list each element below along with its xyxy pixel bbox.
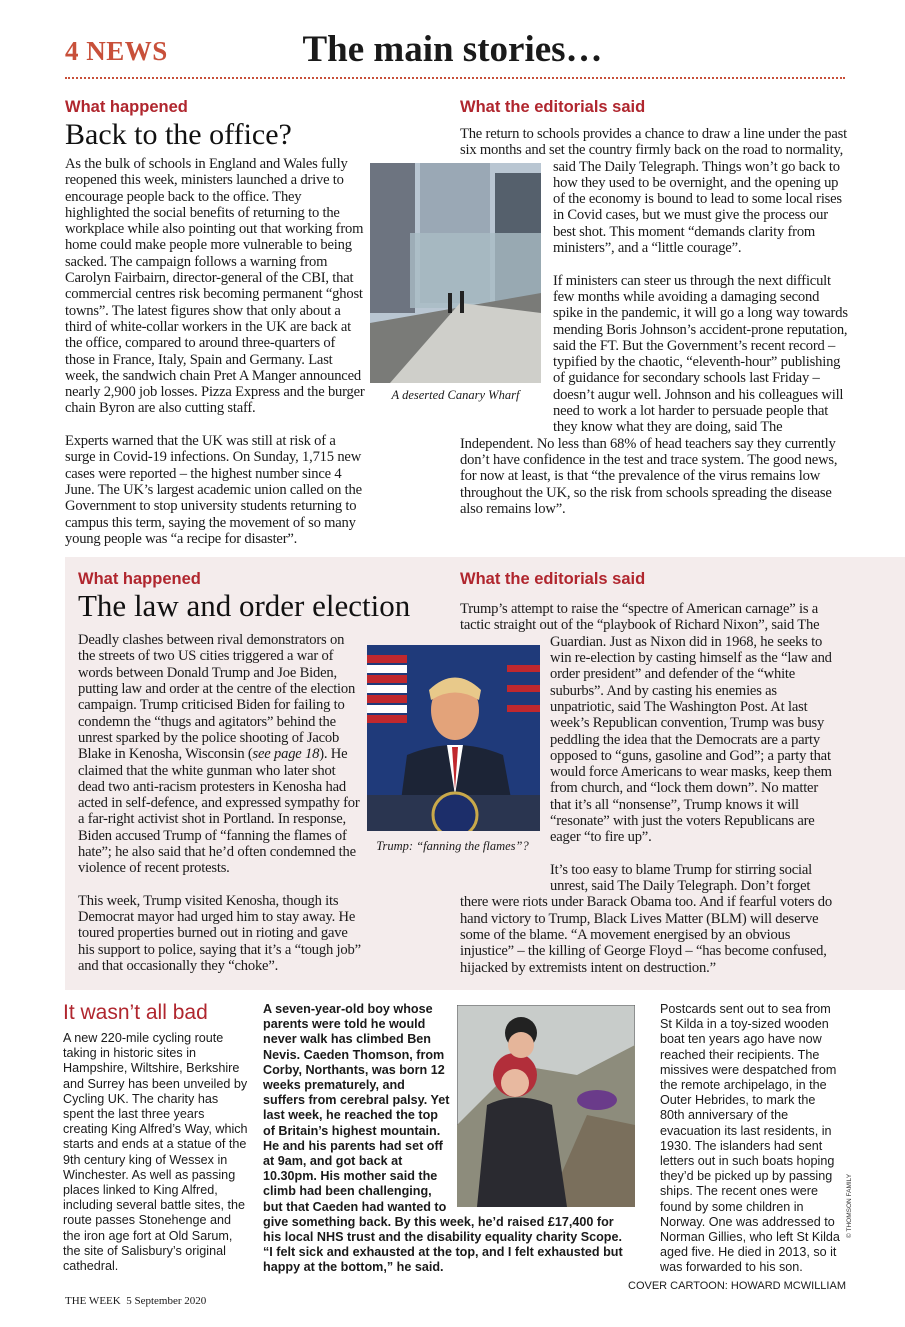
story1 (0, 95, 905, 547)
page-content (0, 95, 905, 1327)
paragraph: Trump’s attempt to raise the “spectre of American carnage” is a tactic straight out of the “playbook of Richard Nixon”, said The Guardian. Just as Nixon did in 1968, he seeks to win re-election by casting himself as the “law and order president” and defender of the “white suburbs”. And by casting his enemies as unpatriotic, said The Washington Post. At last week’s Republican convention, Trump was busy peddling the idea that the Democrats are a party opposed to “guns, gasoline and God”; a party that would force Americans to wear masks, keep them from church, and “lock them down”. No matter that it’s all “nonsense”, Trump knows it will “resonate” with just the voters Republicans are eager “to fire up”. (460, 601, 832, 846)
story2-left-column (78, 570, 411, 975)
story1-left-column (65, 95, 365, 547)
photo-credit: © THOMSON FAMILY (846, 1173, 853, 1238)
publication-name: THE WEEK (65, 1294, 121, 1307)
page-footer (0, 1280, 905, 1327)
paragraph (78, 632, 363, 876)
good-news-item-ben-nevis (263, 1000, 635, 1276)
header-divider (65, 77, 845, 79)
story2-kicker-right: What the editorials said (460, 570, 646, 589)
story2-left-text (78, 632, 363, 974)
story1-kicker-left: What happened (65, 98, 188, 116)
paragraph: The return to schools provides a chance to draw a line under the past six months and set the country firmly back on the road to normality, said The Daily Telegraph. Things won’t go back to how they used to be overnight, and the opening up of the economy is bound to lead to some local rises in Covid cases, but we must give the process our best shot. This moment “demands clarity from ministers”, and a “little courage”. (460, 126, 847, 257)
text-run: ). He claimed that the white gunman who later shot dead two anti-racism protesters in Kenosha had acted in self-defence, and expressed sympathy for a far-right activist shot in Portland. In response, Biden accused Trump of “fanning the flames of hate”; he also said that he’d often condemned the violence of recent protests. (78, 746, 360, 877)
canary-wharf-photo (370, 163, 541, 383)
paragraph: This week, Trump visited Kenosha, though its Democrat mayor had urged him to stay away. He toured properties burned out in rioting and gave his support to police, saying that it’s a “tough job” and that occasionally they “choke”. (78, 892, 361, 975)
good-news-column-1 (63, 1000, 248, 1274)
page-number: 4 (65, 36, 79, 66)
text-run: A seven-year-old boy whose parents were told he would never walk has climbed Ben Nevis. Caeden Thomson, from Corby, Northants, was born 12 weeks prematurely, and suffers from cerebral palsy. Yet last week, he reached the top of Britain’s highest mountain. He and his parents had set off at 9am, and got back at 10.30pm. His mother said the climb had been challenging, but that Caeden had wanted to give something back. By this week, he’d raised £17,400 for his local NHS trust and the disability equality charity Scope. “I felt sick and exhausted at the top, and I felt exhausted but happy at the bottom,” he said. (263, 1001, 623, 1275)
canary-wharf-caption: A deserted Canary Wharf (391, 388, 520, 402)
page-title: The main stories… (302, 29, 603, 70)
page-reference: see page 18 (252, 746, 320, 763)
story1-left-text (65, 156, 365, 547)
ben-nevis-photo (457, 1005, 635, 1207)
paragraph: It’s too easy to blame Trump for stirring social unrest, said The Daily Telegraph. Don’t forget there were riots under Barack Obama too. And if fearful voters do hand victory to Trump, Black Lives Matter (BLM) will deserve some of the blame. “A movement energised by an obvious injustice” – the killing of George Floyd – “has become confused, hijacked by extremists intent on destruction.” (460, 861, 832, 976)
footer-publication (65, 1295, 905, 1307)
issue-date: 5 September 2020 (126, 1294, 207, 1307)
paragraph: As the bulk of schools in England and Wales fully reopened this week, ministers launched a drive to encourage people back to the office. They highlighted the social benefits of returning to the workplace while also pointing out that working from home could make people more vulnerable to being sacked. The campaign follows a warning from Carolyn Fairbairn, director-general of the CBI, that commercial centres risk becoming permanent “ghost towns”. The latest figures show that only about a third of white-collar workers in the UK are back at the office, compared to around three-quarters of those in France, Italy, Spain and Germany. Last week, the sandwich chain Pret A Manger announced nearly 2,900 job losses. Pizza Express and the burger chain Byron are also cutting staff. (65, 156, 365, 417)
good-news-item-cycling: A new 220-mile cycling route taking in historic sites in Hampshire, Wiltshire, Berkshire and Surrey has been unveiled by Cycling UK. The charity has spent the last three years creating King Alfred’s Way, which starts and ends at a statue of the 9th century king of Wessex in Winchester. As well as passing places linked to King Alfred, including several battle sites, the route passes Stonehenge and the iron age fort at Old Sarum, the site of Salisbury’s original cathedral. (63, 1030, 248, 1273)
story1-headline: Back to the office? (65, 118, 292, 151)
paragraph: If ministers can steer us through the next difficult few months while avoiding a damaging second spike in the pandemic, it will go a long way towards mending Boris Johnson’s accident-prone reputation, said the FT. But the Government’s recent record – typified by the chaotic, “eleventh-hour” publishing of guidance for secondary schools last Friday – doesn’t augur well. Johnson and his colleagues will need to work a lot harder to persuade people that they know what they are doing, said The Independent. No less than 68% of head teachers say they currently don’t have confidence in the test and trace system. The good news, for now at least, is that “the prevalence of the virus remains low throughout the UK, so the risk from schools spreading the disease also remains low”. (460, 272, 848, 517)
good-news-heading: It wasn’t all bad (63, 1000, 208, 1024)
text-run: Deadly clashes between rival demonstrators on the streets of two US cities triggered a war of words between Donald Trump and Joe Biden, putting law and order at the centre of the election campaign. Trump criticised Biden for failing to condemn the “thugs and agitators” behind the unrest sparked by the police shooting of Jacob Blake in Kenosha, Wisconsin ( (78, 632, 356, 763)
story2-kicker-left: What happened (78, 570, 201, 589)
story2-headline: The law and order election (78, 588, 411, 624)
section-name: NEWS (86, 36, 168, 66)
story1-kicker-right: What the editorials said (460, 98, 646, 116)
paragraph: Experts warned that the UK was still at risk of a surge in Covid-19 infections. On Sunday, 1,715 new cases were reported – the highest number since 4 June. The UK’s largest academic union called on the Government to stop university students returning to campus this term, saying the movement of so many young people was “a recipe for disaster”. (65, 433, 362, 547)
cover-credit: COVER CARTOON: HOWARD MCWILLIAM (628, 1279, 846, 1292)
good-news (0, 1000, 905, 1276)
story2-panel (65, 557, 905, 990)
trump-caption: Trump: “fanning the flames”? (376, 839, 529, 854)
trump-photo (367, 645, 540, 831)
good-news-item-st-kilda: Postcards sent out to sea from St Kilda in a toy-sized wooden boat ten years ago have now reached their recipients. The missives were despatched from the remote archipelago, in the Outer Hebrides, to mark the 80th anniversary of the evacuation its last residents, in 1930. The islanders had sent letters out in such boats hoping they’d be picked up by passing ships. The recent ones were found by some children in Norway. One was addressed to Norman Gillies, who left St Kilda aged five. He died in 2013, so it was forwarded to his son. (660, 1001, 840, 1275)
